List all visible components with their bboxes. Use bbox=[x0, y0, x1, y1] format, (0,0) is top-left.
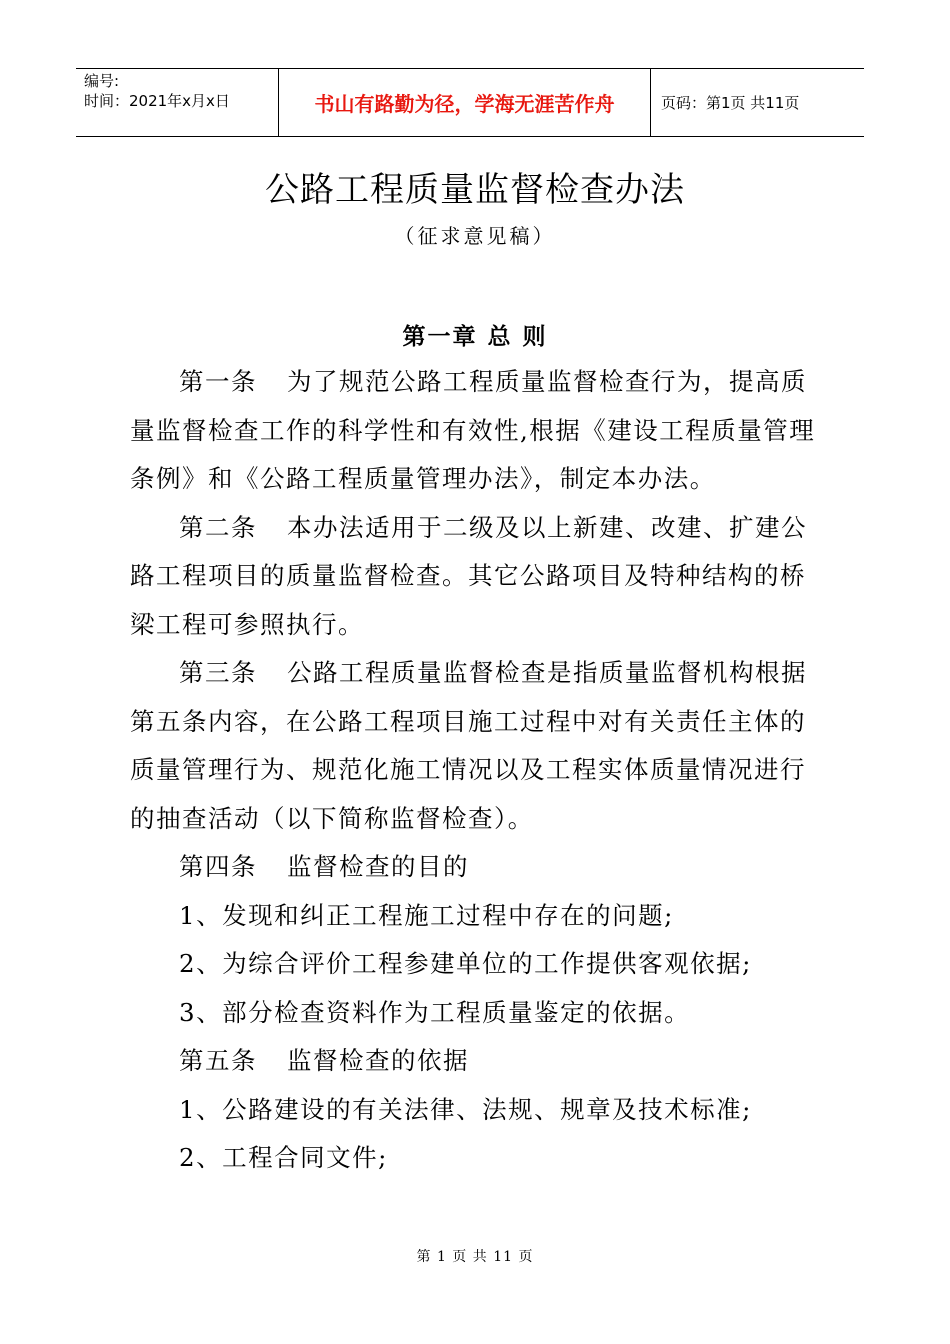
article-4 bbox=[130, 843, 818, 892]
article-text: 为了规范公路工程质量监督检查行为，提高质量监督检查工作的科学性和有效性,根据《建设工程质量管理条例》和《公路工程质量管理办法》，制定本办法。 bbox=[130, 367, 816, 493]
article-heading: 第三条 bbox=[179, 658, 257, 687]
document-body bbox=[130, 358, 818, 1183]
list-item: 1、公路建设的有关法律、法规、规章及技术标准; bbox=[179, 1094, 752, 1124]
article-text: 监督检查的依据 bbox=[287, 1046, 469, 1075]
header-table bbox=[76, 68, 864, 137]
list-item: 2、为综合评价工程参建单位的工作提供客观依据; bbox=[179, 949, 752, 978]
header-meta bbox=[76, 69, 278, 136]
list-item: 2、工程合同文件; bbox=[179, 1143, 388, 1172]
article-text: 监督检查的目的 bbox=[287, 852, 469, 881]
document-title: 公路工程质量监督检查办法 bbox=[265, 170, 685, 210]
list-item: 1、发现和纠正工程施工过程中存在的问题; bbox=[179, 900, 674, 930]
list-item: 3、部分检查资料作为工程质量鉴定的依据。 bbox=[179, 997, 691, 1027]
article-text: 本办法适用于二级及以上新建、改建、扩建公路工程项目的质量监督检查。其它公路项目及特种结构的桥梁工程可参照执行。 bbox=[130, 512, 807, 639]
document-subtitle: （征求意见稿） bbox=[394, 224, 556, 248]
article-5 bbox=[130, 1037, 818, 1086]
chapter-heading: 第一章 总 则 bbox=[402, 324, 548, 350]
article-3 bbox=[130, 649, 818, 843]
article-2 bbox=[130, 504, 818, 650]
article-text: 公路工程质量监督检查是指质量监督机构根据第五条内容，在公路工程项目施工过程中对有关责任主体的质量管理行为、规范化施工情况以及工程实体质量情况进行的抽查活动（以下简称监督检查）。 bbox=[130, 658, 807, 833]
article-heading: 第五条 bbox=[179, 1046, 257, 1075]
page-footer: 第 1 页 共 11 页 bbox=[416, 1249, 534, 1265]
time-label: 时间：2021年x月x日 bbox=[84, 92, 230, 110]
number-label: 编号: bbox=[84, 72, 120, 90]
article-heading: 第二条 bbox=[179, 512, 257, 542]
header-page-info: 页码：第1页 共11页 bbox=[661, 94, 800, 112]
header-motto: 书山有路勤为径，学海无涯苦作舟 bbox=[278, 69, 651, 136]
article-heading: 第一条 bbox=[179, 367, 257, 396]
article-1 bbox=[130, 358, 818, 504]
article-heading: 第四条 bbox=[179, 852, 257, 881]
